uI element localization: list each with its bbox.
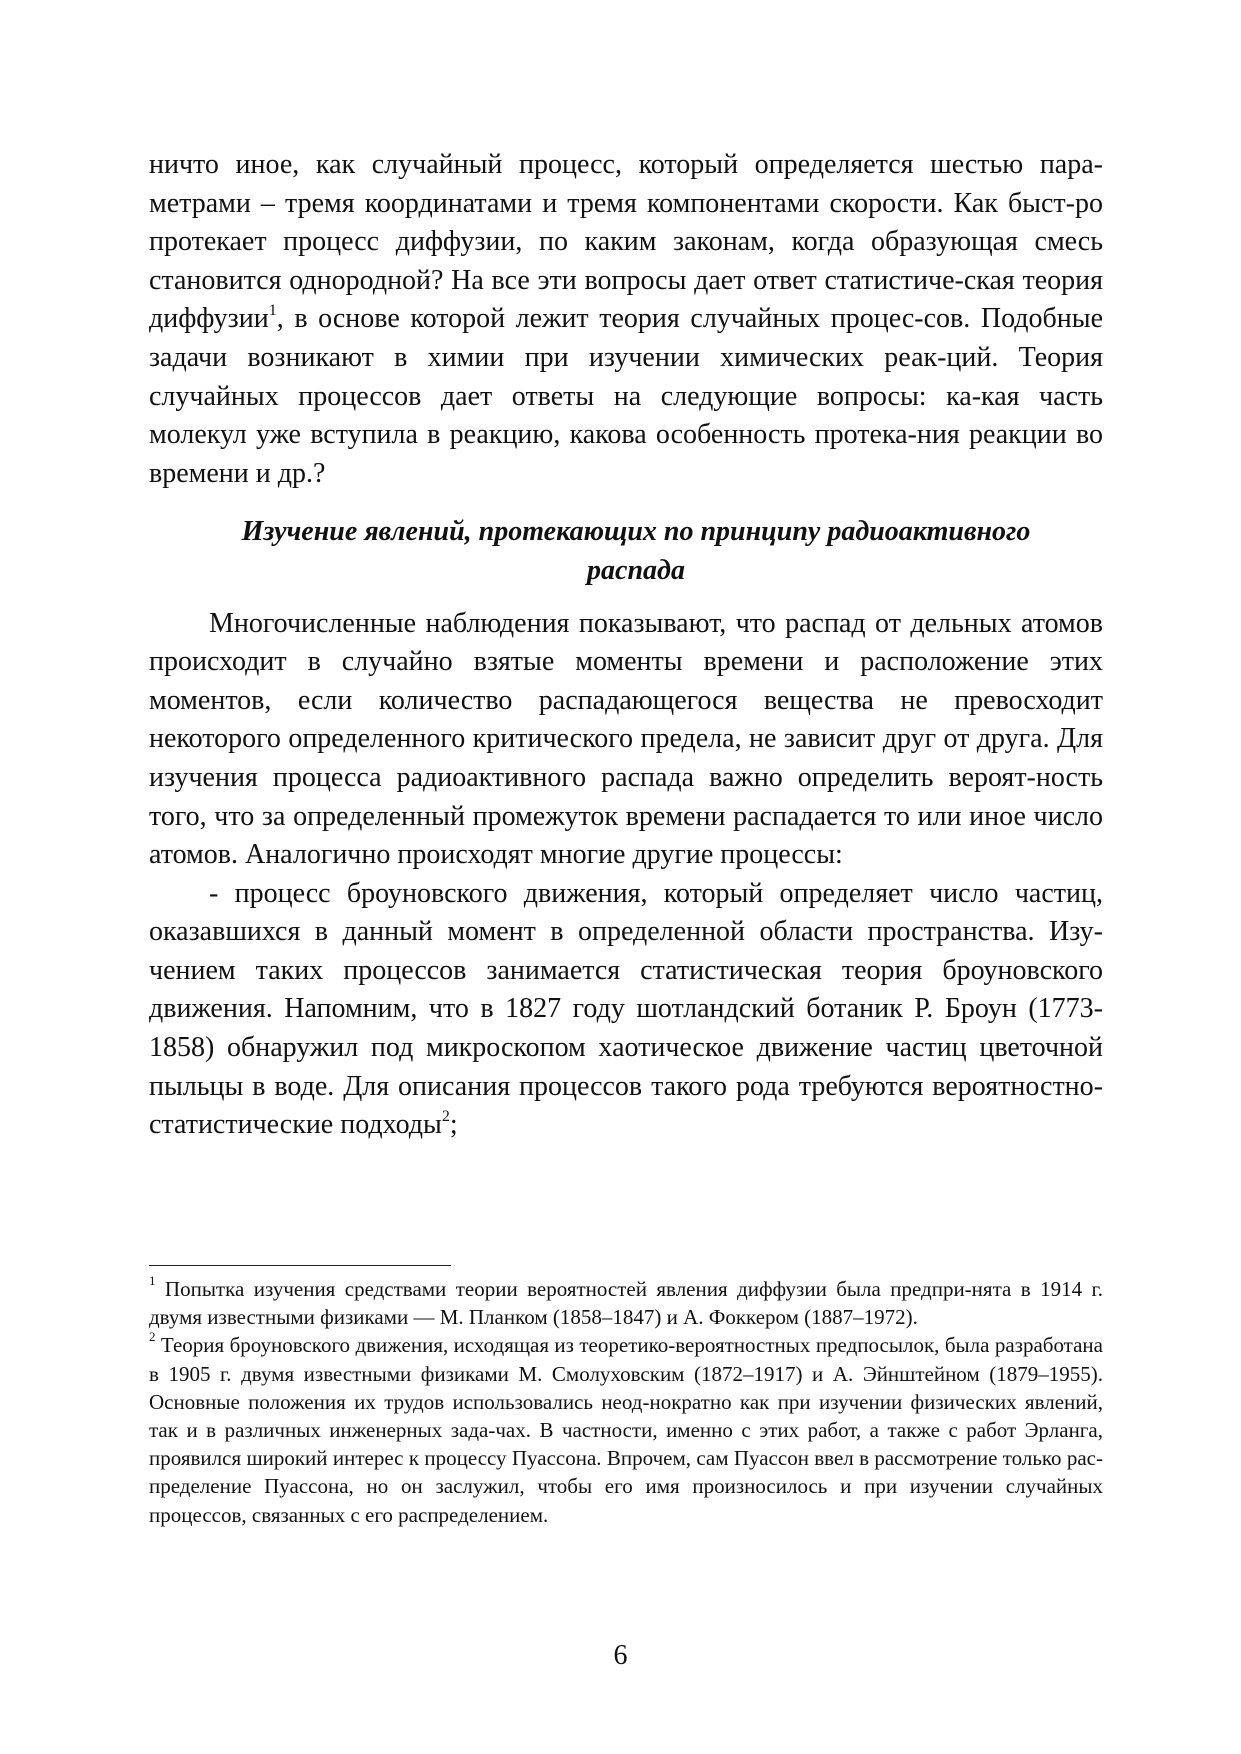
footnote-reference-2[interactable]: 2 [441, 1107, 450, 1125]
paragraph-diffusion-continued [149, 146, 1103, 493]
paragraph-radioactive-decay: Многочисленные наблюдения показывают, что распад от дельных атомов происходит в случайно взятые моменты времени и расположение этих моментов, если количество распадающегося вещества не превосходит некоторого определенного критического предела, не зависит друг от друга. Для изучения процесса радиоактивного распада важно определить вероят-ность того, что за определенный промежуток времени распадается то или иное число атомов. Аналогично происходят многие другие процессы: [149, 607, 1103, 871]
footnote-marker: 1 [149, 1273, 156, 1288]
paragraph-text: ; [449, 1109, 458, 1141]
footnotes-block [149, 1275, 1103, 1529]
footnote-1 [149, 1275, 1103, 1331]
main-text-block [149, 146, 1103, 1145]
section-heading [149, 513, 1103, 590]
section-heading-line-2: распада [587, 554, 685, 586]
section-heading-line-1: Изучение явлений, протекающих по принципу радиоактивного [241, 516, 1031, 548]
paragraph-text: ничто иное, как случайный процесс, который определяется шестью пара-метрами – тремя координатами и тремя компонентами скорости. Как быст-ро протекает процесс диффузии, по каким законам, когда образующая смесь становится однородной? На все эти вопросы дает ответ статистиче-ская теория диффузии [149, 149, 1103, 335]
paragraph-text: - процесс броуновского движения, который определяет число частиц, оказавшихся в данный момент в определенной области пространства. Изу-чением таких процессов занимается статистическая теория броуновского движения. Напомним, что в 1827 году шотландский ботаник Р. Броун (1773-1858) обнаружил под микроскопом хаотическое движение частиц цветочной пыльцы в воде. Для описания процессов такого рода требуются вероятностно-статистические подходы [149, 877, 1103, 1141]
footnote-text: Теория броуновского движения, исходящая из теоретико-вероятностных предпосылок, была разработана в 1905 г. двумя известными физиками М. Смолуховским (1872–1917) и А. Эйнштейном (1879–1955). Основные положения их трудов использовались неод-нократно как при изучении физических явлений, так и в различных инженерных зада-чах. В частности, именно с этих работ, а также с работ Эрланга, проявился широкий интерес к процессу Пуассона. Впрочем, сам Пуассон ввел в рассмотрение только рас-пределение Пуассона, но он заслужил, чтобы его имя произносилось и при изучении случайных процессов, связанных с его распределением. [149, 1333, 1103, 1527]
footnote-2 [149, 1331, 1103, 1528]
paragraph-text: , в основе которой лежит теория случайных процес-сов. Подобные задачи возникают в химии при изучении химических реак-ций. Теория случайных процессов дает ответы на следующие вопросы: ка-кая часть молекул уже вступила в реакцию, какова особенность протека-ния реакции во времени и др.? [149, 303, 1103, 489]
footnote-text: Попытка изучения средствами теории вероятностей явления диффузии была предпри-нята в 1914 г. двумя известными физиками — М. Планком (1858–1847) и А. Фоккером (1887–1972). [149, 1277, 1103, 1330]
page-number: 6 [613, 1640, 628, 1671]
footnote-reference-1[interactable]: 1 [268, 302, 277, 320]
footnote-marker: 2 [149, 1329, 156, 1345]
footnote-separator [149, 1265, 451, 1266]
paragraph-brownian-motion [149, 875, 1103, 1145]
